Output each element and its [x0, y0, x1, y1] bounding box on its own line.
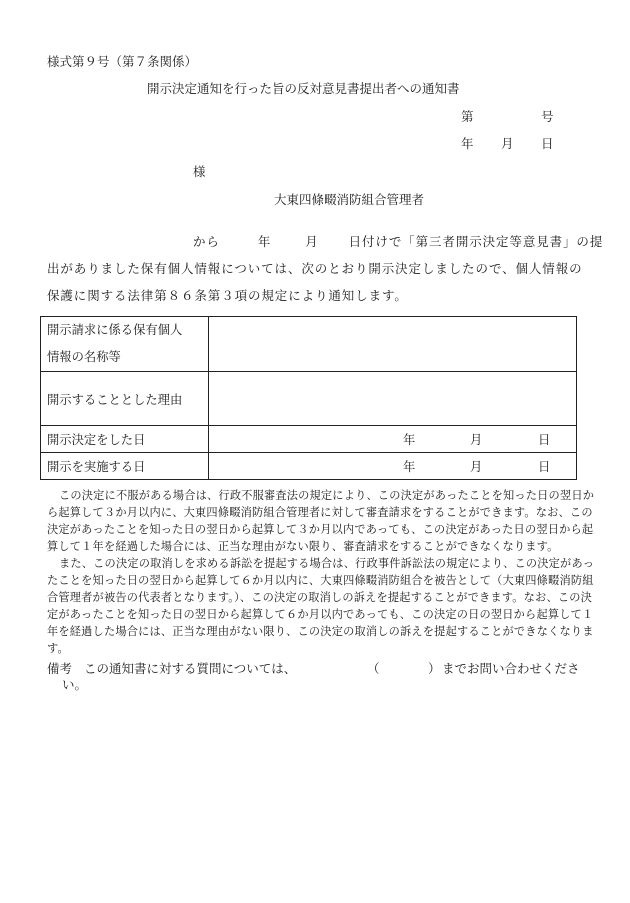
table-label-implementation-date: 開示を実施する日	[41, 453, 209, 480]
intro-line-1	[193, 232, 603, 250]
document-title: 開示決定通知を行った旨の反対意見書提出者への通知書	[147, 81, 460, 96]
table-row	[41, 317, 577, 372]
document-number-suffix: 号	[541, 109, 554, 124]
table-value-reason	[209, 372, 577, 426]
decision-date-year: 年	[403, 433, 416, 447]
lawsuit-note-line: 年を経過した場合には、正当な理由がない限り、この決定の取消しの訴えを提起することができなくなりま	[47, 625, 594, 638]
intro-month: 月	[305, 234, 319, 249]
lawsuit-note-line: また、この決定の取消しを求める訴訟を提起する場合は、行政事件訴訟法の規定により、この決定があっ	[59, 557, 595, 570]
table-label-reason: 開示することとした理由	[41, 372, 209, 426]
lawsuit-note-line: す。	[47, 642, 69, 655]
intro-rest: 日付けで「第三者開示決定等意見書」の提	[348, 234, 604, 249]
remarks-paren-open: （	[367, 661, 380, 676]
remarks-text: この通知書に対する質問については、	[84, 661, 297, 676]
implementation-date-day: 日	[538, 460, 551, 474]
appeal-note-line: ら起算して３か月以内に、大東四條畷消防組合管理者に対して審査請求をすることができます。なお、この	[47, 506, 593, 519]
decision-date-day: 日	[538, 433, 551, 447]
table-label-line: 情報の名称等	[47, 350, 121, 364]
table-value-implementation-date	[209, 453, 577, 480]
table-value-info-name	[209, 317, 577, 372]
form-number: 様式第９号（第７条関係）	[47, 54, 198, 69]
remarks-label: 備考	[47, 661, 73, 676]
table-row	[41, 426, 577, 453]
addressee-suffix: 様	[193, 164, 206, 179]
implementation-date-year: 年	[403, 460, 416, 474]
table-value-decision-date	[209, 426, 577, 453]
table-label-info-name	[41, 317, 209, 372]
date-month-label: 月	[501, 136, 514, 151]
appeal-note-line: 決定があったことを知った日の翌日から起算して３か月以内であっても、この決定があった日の翌日から起	[47, 523, 594, 536]
sender-name: 大東四條畷消防組合管理者	[274, 192, 425, 207]
decision-date-month: 月	[470, 433, 483, 447]
table-label-decision-date: 開示決定をした日	[41, 426, 209, 453]
intro-year: 年	[257, 234, 272, 249]
document-number-prefix: 第	[461, 109, 474, 124]
lawsuit-note-line: たことを知った日の翌日から起算して６か月以内に、大東四條畷消防組合を被告として（大東四條畷消防組	[47, 574, 594, 587]
table-row	[41, 453, 577, 480]
intro-line-2: 出がありました保有個人情報については、次のとおり開示決定しましたので、個人情報の	[47, 261, 583, 276]
remarks-continuation: い。	[62, 677, 88, 692]
intro-line-3: 保護に関する法律第８６条第３項の規定により通知します。	[47, 288, 408, 303]
table-label-line: 開示請求に係る保有個人	[47, 323, 183, 337]
intro-kara: から	[193, 234, 220, 249]
table-row	[41, 372, 577, 426]
appeal-note-line: 算して１年を経過した場合には、正当な理由がない限り、審査請求をすることができなくなります。	[47, 540, 559, 553]
date-year-label: 年	[461, 136, 474, 151]
appeal-note-line: この決定に不服がある場合は、行政不服審査法の規定により、この決定があったことを知った日の翌日か	[59, 489, 595, 502]
remarks-paren-close: ）	[428, 661, 441, 676]
lawsuit-note-line: 定があったことを知った日の翌日から起算して６か月以内であっても、この決定の日の翌日から起算して１	[47, 608, 594, 621]
implementation-date-month: 月	[470, 460, 483, 474]
remarks-tail: までお問い合わせくださ	[442, 661, 580, 676]
info-table	[40, 316, 577, 480]
date-day-label: 日	[541, 136, 554, 151]
lawsuit-note-line: 合管理者が被告の代表者となります。）、この決定の取消しの訴えを提起することができます。なお、この決	[47, 591, 592, 604]
